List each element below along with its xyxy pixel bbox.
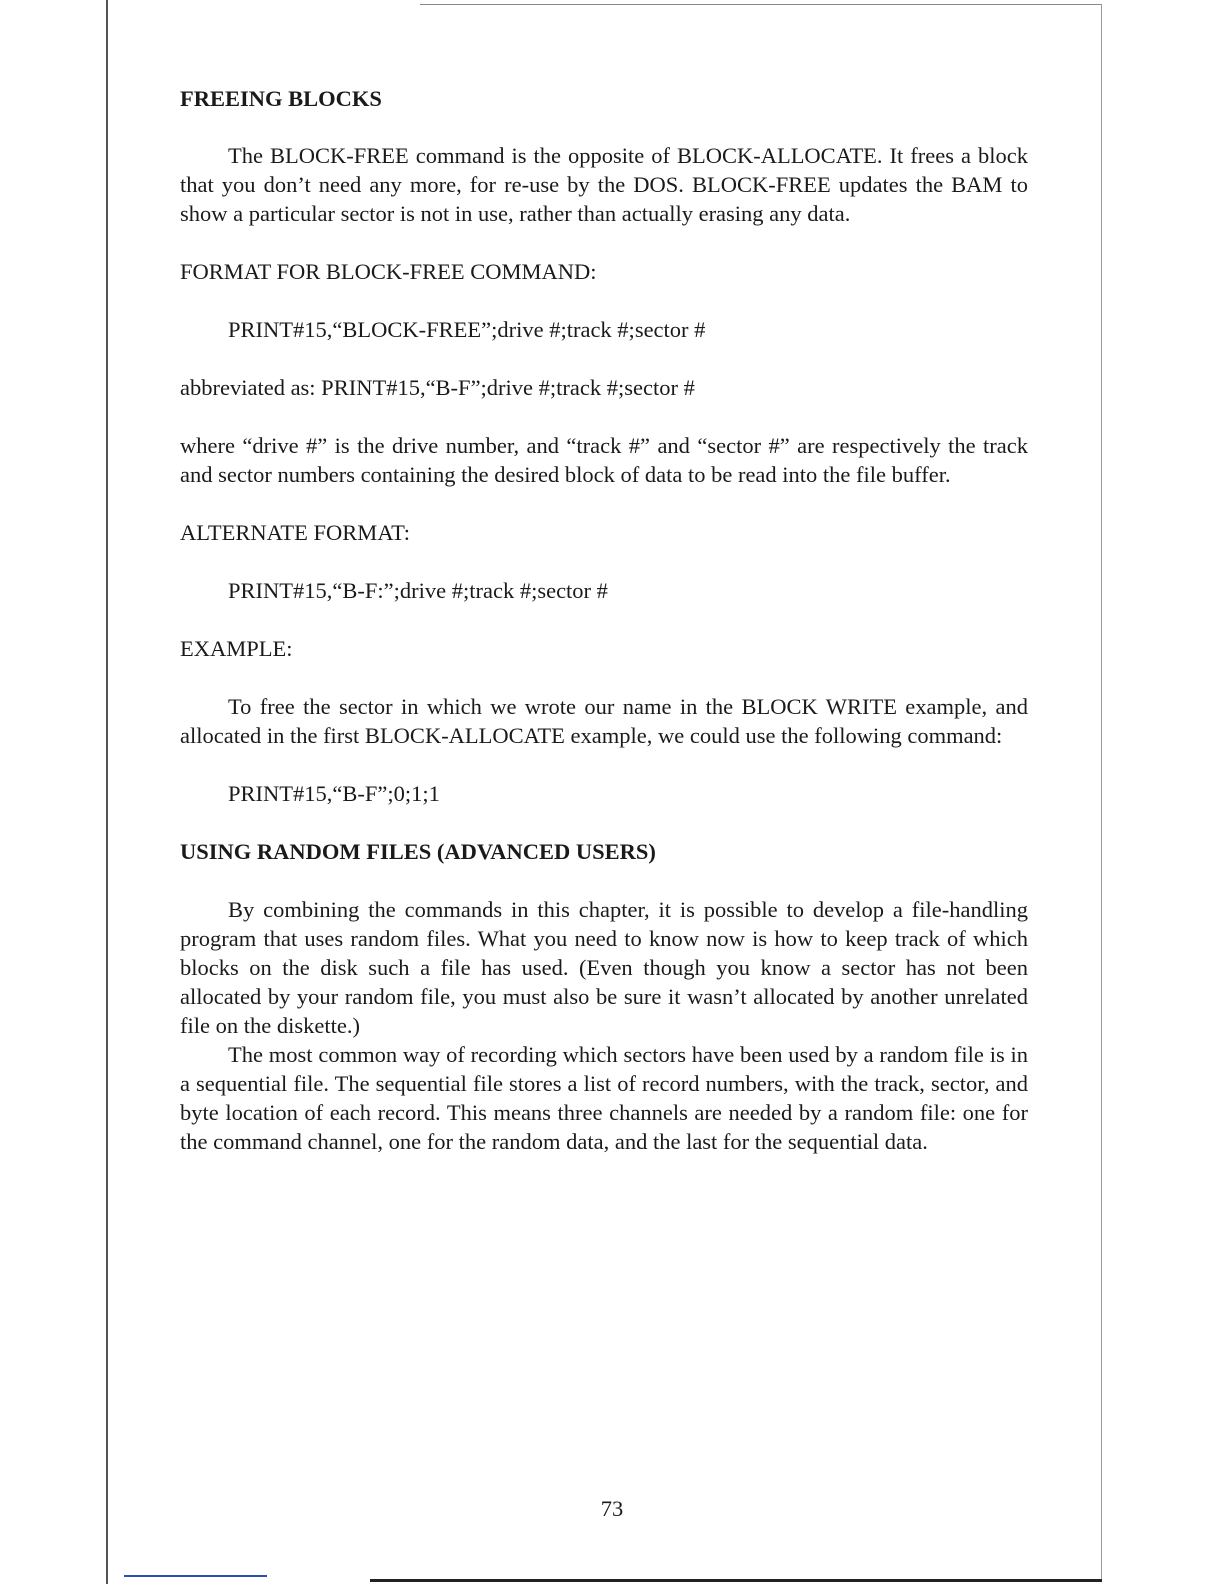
format-code: PRINT#15,“BLOCK-FREE”;drive #;track #;sector # [228,317,706,342]
intro-paragraph: The BLOCK-FREE command is the opposite of BLOCK-ALLOCATE. It frees a block that you don’t need any more, for re-use by the DOS. BLOCK-FREE updates the BAM to show a particular sector is not in use, rather than actually erasing any data. [180,143,1028,226]
example-label: EXAMPLE: [180,636,293,661]
format-label: FORMAT FOR BLOCK-FREE COMMAND: [180,259,597,284]
page-number: 73 [600,1496,624,1521]
scan-edge-top [420,4,1102,5]
random-files-paragraph-1: By combining the commands in this chapter, it is possible to develop a file-handling program that uses random files. What you need to know now is how to keep track of which blocks on the disk such a file has used. (Even though you know a sector has not been allocated by your random file, you must also be sure it wasn’t allocated by another unrelated file on the diskette.) [180,897,1028,1038]
section-heading-random-files: USING RANDOM FILES (ADVANCED USERS) [180,839,656,864]
example-paragraph: To free the sector in which we wrote our name in the BLOCK WRITE example, and allocated in the first BLOCK-ALLOCATE example, we could use the following command: [180,694,1028,748]
section-heading-freeing-blocks: FREEING BLOCKS [180,86,382,111]
example-code: PRINT#15,“B-F”;0;1;1 [228,781,440,806]
scan-edge-left [106,0,108,1584]
alternate-format-label: ALTERNATE FORMAT: [180,520,410,545]
page-content [180,84,1028,1156]
scan-edge-right [1101,4,1102,1582]
alternate-format-code: PRINT#15,“B-F:”;drive #;track #;sector # [228,578,608,603]
scan-edge-bottom [370,1579,1102,1582]
where-paragraph: where “drive #” is the drive number, and “track #” and “sector #” are respectively the track and sector numbers containing the desired block of data to be read into the file buffer. [180,433,1028,487]
abbreviated-format: abbreviated as: PRINT#15,“B-F”;drive #;track #;sector # [180,375,695,400]
random-files-paragraph-2: The most common way of recording which sectors have been used by a random file is in a sequential file. The sequential file stores a list of record numbers, with the track, sector, and byte location of each record. This means three channels are needed by a random file: one for the command channel, one for the random data, and the last for the sequential data. [180,1042,1028,1154]
scan-mark-blue [124,1575,267,1577]
